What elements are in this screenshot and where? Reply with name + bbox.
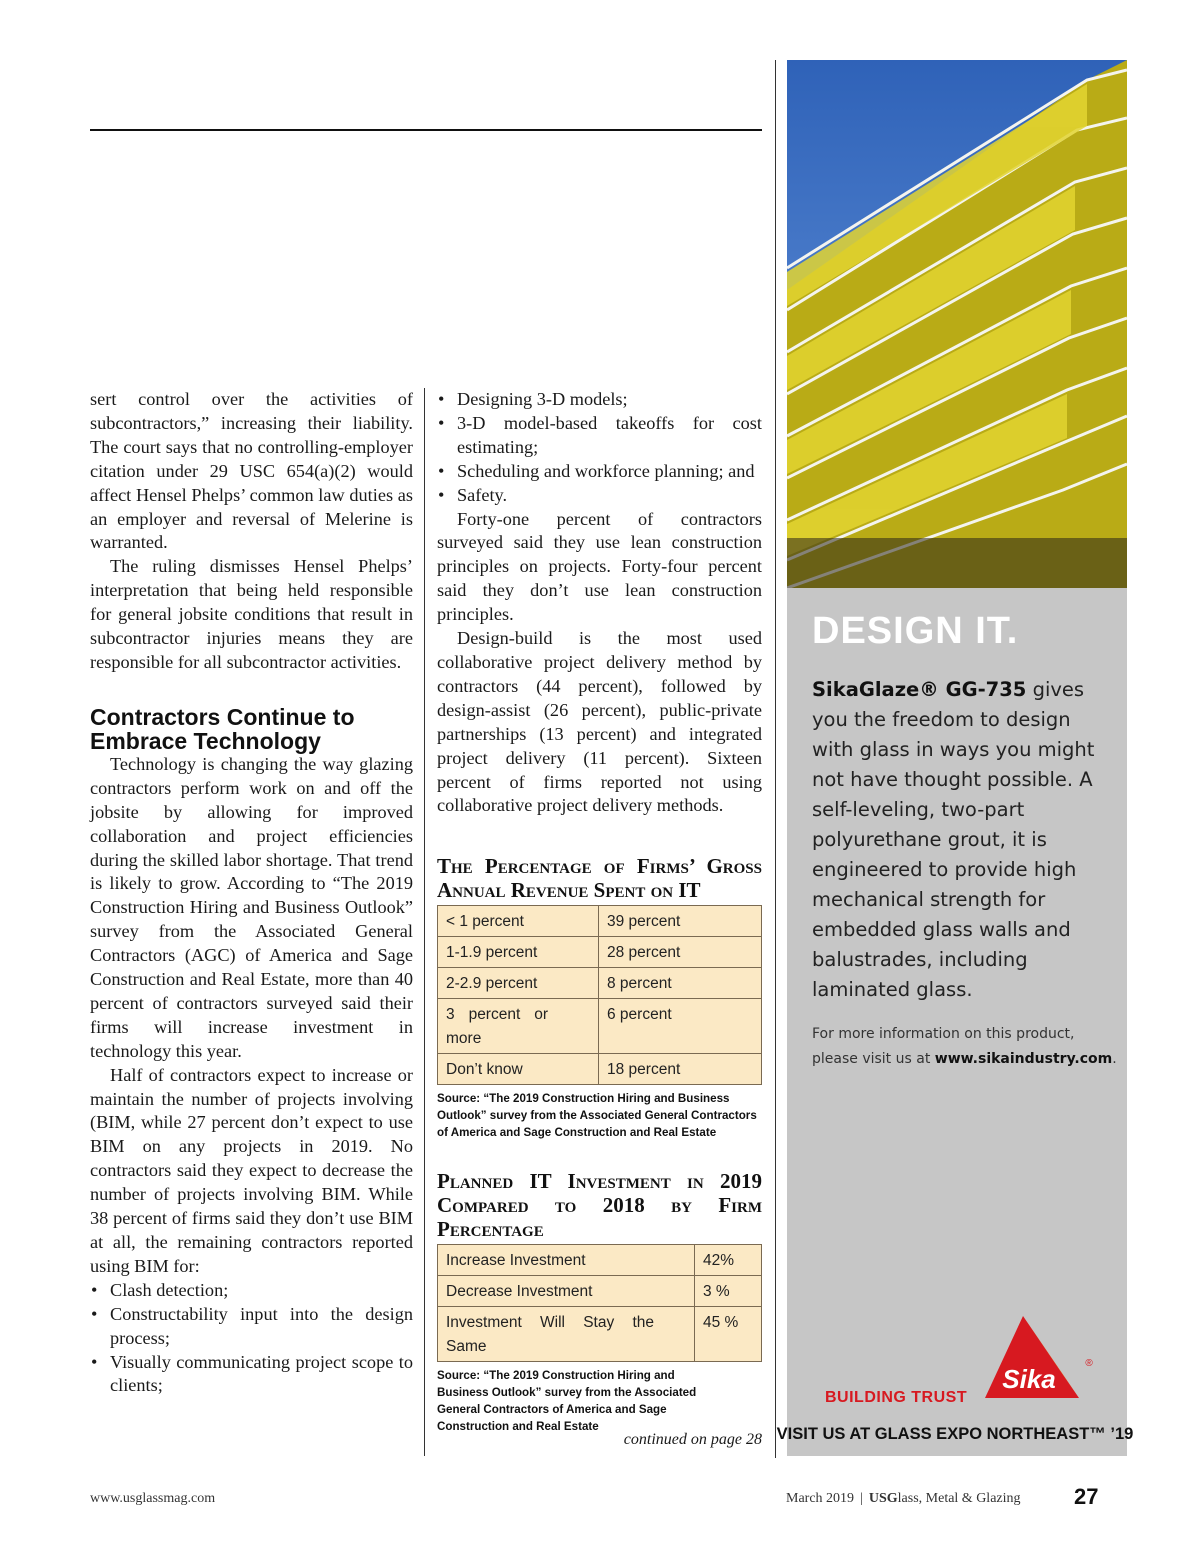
table-row <box>438 1276 762 1307</box>
table-cell: 28 percent <box>599 937 762 968</box>
list-item: • Clash detection; <box>90 1279 413 1303</box>
table-row <box>438 937 762 968</box>
table-row <box>438 968 762 999</box>
table-row <box>438 1054 762 1085</box>
more-info-suffix: . <box>1112 1051 1117 1067</box>
table-cell: 42% <box>695 1245 762 1276</box>
article-column-1 <box>90 388 413 1398</box>
list-item: • Scheduling and workforce planning; and <box>437 460 762 484</box>
table-cell: Increase Investment <box>438 1245 695 1276</box>
continued-note: continued on page 28 <box>623 1431 762 1448</box>
building-facade-photo <box>787 60 1127 588</box>
table-cell: 1-1.9 percent <box>438 937 599 968</box>
magazine-name-bold: USG <box>868 1491 898 1506</box>
ad-body <box>812 675 1112 1005</box>
table-cell: Decrease Investment <box>438 1276 695 1307</box>
ad-divider <box>775 60 776 1458</box>
table-cell: 45 % <box>695 1307 762 1362</box>
list-item: • Constructability input into the design process; <box>90 1303 413 1351</box>
list-item: • Designing 3-D models; <box>437 388 762 412</box>
table-cell: 6 percent <box>599 999 762 1054</box>
bim-uses-list-continued <box>437 388 762 508</box>
table-cell: 3 % <box>695 1276 762 1307</box>
article-column-2 <box>437 388 762 1435</box>
column-divider <box>424 388 425 1456</box>
table-title-it-investment: Planned IT Investment in 2019 Compared to 2018 by Firm Percentage <box>437 1169 762 1242</box>
ad-headline: DESIGN IT. <box>812 610 1019 652</box>
table-source: Source: “The 2019 Construction Hiring and Business Outlook” survey from the Associated General Contractors of America and Sage Construction and Real Estate <box>437 1092 757 1140</box>
paragraph: Technology is changing the way glazing contractors perform work on and off the jobsite by allowing for improved collaboration and project efficiencies during the skilled labor shortage. That trend is likely to grow. According to “The 2019 Construction Hiring and Business Outlook” survey from the Associated General Contractors (AGC) of America and Sage Construction and Real Estate, more than 40 percent of contractors surveyed said their firms will increase investment in technology this year. <box>90 753 413 1061</box>
paragraph: The ruling dismisses Hensel Phelps’ interpretation that being held responsible for general jobsite conditions that result in subcontractor injuries means they are responsible for all subcontractor activities. <box>90 556 413 672</box>
it-investment-table <box>437 1244 762 1362</box>
table-cell: Don’t know <box>438 1054 599 1085</box>
paragraph: Forty-one percent of contractors surveyed said they use lean construction principles on projects. Forty-four percent said they don’t use lean construction principles. <box>437 508 762 625</box>
paragraph: sert control over the activities of subcontractors,” increasing their liability. The court says that no controlling-employer citation under 29 USC 654(a)(2) would affect Hensel Phelps’ common law duties as an employer and reversal of Melerine is warranted. <box>90 389 413 553</box>
sika-logo <box>985 1316 1095 1422</box>
magazine-name-rest: lass, Metal & Glazing <box>897 1491 1021 1506</box>
table-cell: 3 percent or more <box>438 999 599 1054</box>
expo-banner: VISIT US AT GLASS EXPO NORTHEAST™ ’19 <box>776 1425 1134 1443</box>
table-row <box>438 906 762 937</box>
table-cell: 8 percent <box>599 968 762 999</box>
svg-text:®: ® <box>1085 1358 1093 1369</box>
footer-issue <box>786 1491 1021 1507</box>
table-cell: < 1 percent <box>438 906 599 937</box>
issue-date: March 2019 <box>786 1491 855 1506</box>
table-title-it-revenue: The Percentage of Firms’ Gross Annual Revenue Spent on IT <box>437 854 762 903</box>
table-source: Source: “The 2019 Construction Hiring and Business Outlook” survey from the Associated General Contractors of America and Sage Construction and Real Estate <box>437 1369 697 1434</box>
product-name: SikaGlaze® GG-735 <box>812 678 1027 701</box>
table-cell: 2-2.9 percent <box>438 968 599 999</box>
section-heading: Contractors Continue to Embrace Technology <box>90 703 355 754</box>
ad-tagline: BUILDING TRUST <box>825 1389 968 1406</box>
list-item: • Visually communicating project scope to clients; <box>90 1351 413 1399</box>
table-cell: Investment Will Stay the Same <box>438 1307 695 1362</box>
paragraph: Half of contractors expect to increase or maintain the number of projects involving (BIM, while 27 percent don’t expect to use BIM on any projects in 2019. No contractors said they expect to decrease the number of projects involving BIM. While 38 percent of firms said they don’t use BIM at all, the remaining contractors reported using BIM for: <box>90 1064 413 1276</box>
list-item: • Safety. <box>437 484 762 508</box>
ad-more-info <box>812 1022 1122 1072</box>
table-row <box>438 999 762 1054</box>
paragraph: Design-build is the most used collaborative project delivery method by contractors (44 percent), followed by design-assist (26 percent), public-private partnerships (13 percent) and integrated project delivery (11 percent). Sixteen percent of firms reported not using collaborative project delivery methods. <box>437 628 762 816</box>
ad-body-text: gives you the freedom to design with glass in ways you might not have thought possible. A self-leveling, two-part polyurethane grout, it is engineered to provide high mechanical strength for embedded glass walls and balustrades, including laminated glass. <box>812 678 1095 1001</box>
top-rule <box>90 129 762 131</box>
bim-uses-list <box>90 1279 413 1399</box>
list-item: • 3-D model-based takeoffs for cost estimating; <box>437 412 762 460</box>
footer-separator: | <box>860 1491 863 1506</box>
table-cell: 18 percent <box>599 1054 762 1085</box>
svg-text:Sika: Sika <box>1002 1364 1056 1394</box>
table-row <box>438 1245 762 1276</box>
sika-url-link[interactable]: www.sikaindustry.com <box>934 1051 1113 1067</box>
it-revenue-table <box>437 905 762 1085</box>
footer-url[interactable]: www.usglassmag.com <box>90 1491 216 1506</box>
table-row <box>438 1307 762 1362</box>
table-cell: 39 percent <box>599 906 762 937</box>
page-number: 27 <box>1074 1484 1099 1509</box>
more-info-text: For more information on this product, please visit us at <box>812 1026 1075 1067</box>
